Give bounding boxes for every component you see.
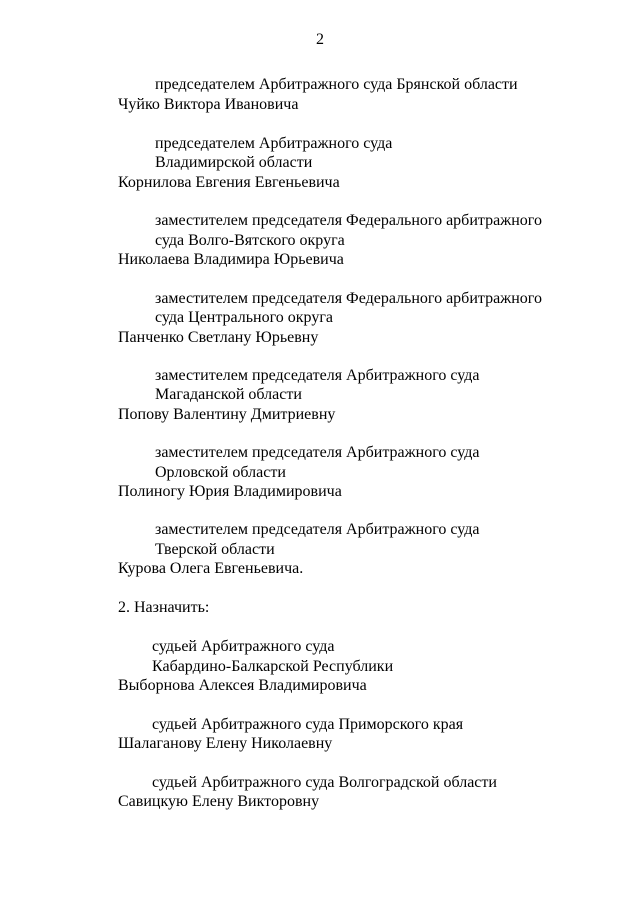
person-name: Панченко Светлану Юрьевну: [118, 329, 319, 346]
person-name: Чуйко Виктора Ивановича: [118, 96, 299, 113]
position-line: заместителем председателя Арбитражного суда: [155, 367, 480, 384]
person-name: Выборнова Алексея Владимировича: [118, 677, 367, 694]
person-name: Полиногу Юрия Владимировича: [118, 483, 342, 500]
person-name: Корнилова Евгения Евгеньевича: [118, 174, 340, 191]
position-line: Кабардино-Балкарской Республики: [152, 658, 394, 675]
position-line: заместителем председателя Арбитражного суда: [155, 521, 480, 538]
position-line: председателем Арбитражного суда: [155, 135, 393, 152]
position-line: заместителем председателя Федерального арбитражного: [155, 212, 542, 229]
person-name: Савицкую Елену Викторовну: [118, 793, 320, 810]
position-line: Орловской области: [155, 464, 286, 481]
position-line: заместителем председателя Арбитражного суда: [155, 444, 480, 461]
person-name: Николаева Владимира Юрьевича: [118, 251, 344, 268]
person-name: Попову Валентину Дмитриевну: [118, 406, 336, 423]
position-line: судьей Арбитражного суда: [152, 638, 335, 655]
position-line: судьей Арбитражного суда Приморского края: [152, 716, 464, 733]
position-line: председателем Арбитражного суда Брянской области: [155, 76, 518, 93]
page-number: 2: [316, 31, 324, 48]
position-line: суда Волго-Вятского округа: [155, 232, 345, 249]
position-line: Тверской области: [155, 541, 275, 558]
position-line: заместителем председателя Федерального арбитражного: [155, 290, 542, 307]
position-line: Магаданской области: [155, 386, 302, 403]
position-line: Владимирской области: [155, 154, 313, 171]
person-name: Шалаганову Елену Николаевну: [118, 735, 333, 752]
person-name: Курова Олега Евгеньевича.: [118, 560, 304, 577]
section-heading: 2. Назначить:: [118, 599, 210, 616]
position-line: судьей Арбитражного суда Волгоградской области: [152, 774, 497, 791]
position-line: суда Центрального округа: [155, 309, 334, 326]
